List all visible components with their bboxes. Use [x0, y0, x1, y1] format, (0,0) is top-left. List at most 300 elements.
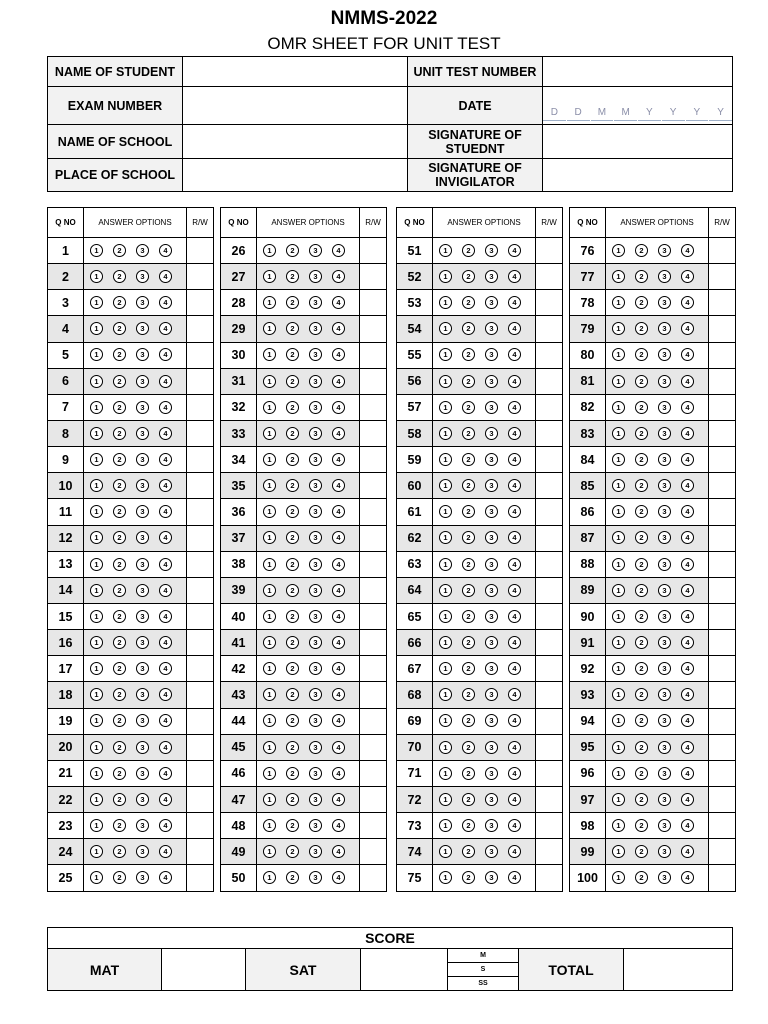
- option-bubble[interactable]: 2: [113, 531, 126, 544]
- option-bubble[interactable]: 2: [635, 531, 648, 544]
- option-bubble[interactable]: 1: [612, 636, 625, 649]
- option-bubble[interactable]: 3: [658, 244, 671, 257]
- option-bubble[interactable]: 3: [485, 401, 498, 414]
- option-bubble[interactable]: 2: [635, 636, 648, 649]
- option-bubble[interactable]: 3: [309, 662, 322, 675]
- signature-of-invigilator-field[interactable]: [543, 159, 733, 192]
- option-bubble[interactable]: 3: [485, 244, 498, 257]
- option-bubble[interactable]: 1: [612, 244, 625, 257]
- rw-field[interactable]: [709, 394, 736, 420]
- option-bubble[interactable]: 1: [612, 767, 625, 780]
- option-bubble[interactable]: 1: [439, 375, 452, 388]
- option-bubble[interactable]: 2: [286, 741, 299, 754]
- option-bubble[interactable]: 1: [612, 584, 625, 597]
- rw-field[interactable]: [187, 760, 214, 786]
- option-bubble[interactable]: 3: [136, 401, 149, 414]
- option-bubble[interactable]: 2: [462, 741, 475, 754]
- option-bubble[interactable]: 4: [159, 767, 172, 780]
- option-bubble[interactable]: 1: [439, 741, 452, 754]
- option-bubble[interactable]: 3: [309, 845, 322, 858]
- option-bubble[interactable]: 1: [612, 558, 625, 571]
- option-bubble[interactable]: 1: [439, 322, 452, 335]
- option-bubble[interactable]: 4: [681, 296, 694, 309]
- option-bubble[interactable]: 4: [332, 558, 345, 571]
- total-score-field[interactable]: [624, 949, 733, 991]
- option-bubble[interactable]: 4: [332, 479, 345, 492]
- option-bubble[interactable]: 1: [90, 793, 103, 806]
- rw-field[interactable]: [187, 682, 214, 708]
- option-bubble[interactable]: 2: [635, 375, 648, 388]
- option-bubble[interactable]: 3: [136, 531, 149, 544]
- rw-field[interactable]: [536, 473, 563, 499]
- option-bubble[interactable]: 4: [159, 270, 172, 283]
- option-bubble[interactable]: 2: [286, 558, 299, 571]
- option-bubble[interactable]: 1: [90, 767, 103, 780]
- option-bubble[interactable]: 4: [508, 401, 521, 414]
- option-bubble[interactable]: 3: [136, 793, 149, 806]
- option-bubble[interactable]: 1: [439, 714, 452, 727]
- option-bubble[interactable]: 3: [485, 714, 498, 727]
- rw-field[interactable]: [709, 316, 736, 342]
- place-of-school-field[interactable]: [183, 159, 408, 192]
- rw-field[interactable]: [360, 342, 387, 368]
- option-bubble[interactable]: 4: [332, 610, 345, 623]
- option-bubble[interactable]: 2: [635, 505, 648, 518]
- option-bubble[interactable]: 1: [612, 688, 625, 701]
- option-bubble[interactable]: 3: [485, 427, 498, 440]
- option-bubble[interactable]: 2: [635, 427, 648, 440]
- rw-field[interactable]: [709, 656, 736, 682]
- rw-field[interactable]: [360, 499, 387, 525]
- option-bubble[interactable]: 3: [309, 375, 322, 388]
- rw-field[interactable]: [360, 368, 387, 394]
- option-bubble[interactable]: 3: [658, 401, 671, 414]
- option-bubble[interactable]: 4: [159, 714, 172, 727]
- option-bubble[interactable]: 3: [485, 636, 498, 649]
- rw-field[interactable]: [187, 316, 214, 342]
- rw-field[interactable]: [187, 603, 214, 629]
- option-bubble[interactable]: 4: [332, 427, 345, 440]
- option-bubble[interactable]: 4: [508, 453, 521, 466]
- option-bubble[interactable]: 1: [90, 610, 103, 623]
- option-bubble[interactable]: 1: [90, 584, 103, 597]
- option-bubble[interactable]: 3: [485, 270, 498, 283]
- rw-field[interactable]: [187, 708, 214, 734]
- option-bubble[interactable]: 2: [286, 322, 299, 335]
- option-bubble[interactable]: 2: [286, 531, 299, 544]
- option-bubble[interactable]: 1: [439, 558, 452, 571]
- option-bubble[interactable]: 2: [462, 584, 475, 597]
- option-bubble[interactable]: 2: [462, 819, 475, 832]
- option-bubble[interactable]: 1: [90, 819, 103, 832]
- option-bubble[interactable]: 4: [332, 322, 345, 335]
- option-bubble[interactable]: 2: [462, 401, 475, 414]
- option-bubble[interactable]: 3: [136, 348, 149, 361]
- option-bubble[interactable]: 2: [462, 714, 475, 727]
- option-bubble[interactable]: 3: [485, 479, 498, 492]
- option-bubble[interactable]: 3: [309, 296, 322, 309]
- option-bubble[interactable]: 3: [658, 375, 671, 388]
- option-bubble[interactable]: 1: [439, 296, 452, 309]
- option-bubble[interactable]: 4: [508, 348, 521, 361]
- rw-field[interactable]: [709, 525, 736, 551]
- rw-field[interactable]: [360, 551, 387, 577]
- option-bubble[interactable]: 2: [462, 531, 475, 544]
- option-bubble[interactable]: 3: [658, 714, 671, 727]
- option-bubble[interactable]: 4: [681, 427, 694, 440]
- option-bubble[interactable]: 1: [612, 819, 625, 832]
- option-bubble[interactable]: 2: [286, 871, 299, 884]
- option-bubble[interactable]: 3: [309, 793, 322, 806]
- rw-field[interactable]: [536, 499, 563, 525]
- option-bubble[interactable]: 4: [508, 531, 521, 544]
- option-bubble[interactable]: 1: [90, 375, 103, 388]
- option-bubble[interactable]: 4: [681, 505, 694, 518]
- option-bubble[interactable]: 2: [113, 244, 126, 257]
- rw-field[interactable]: [360, 420, 387, 446]
- option-bubble[interactable]: 1: [439, 244, 452, 257]
- option-bubble[interactable]: 3: [485, 322, 498, 335]
- option-bubble[interactable]: 2: [113, 296, 126, 309]
- rw-field[interactable]: [187, 499, 214, 525]
- option-bubble[interactable]: 3: [136, 871, 149, 884]
- option-bubble[interactable]: 4: [508, 793, 521, 806]
- rw-field[interactable]: [187, 865, 214, 891]
- option-bubble[interactable]: 3: [658, 636, 671, 649]
- rw-field[interactable]: [536, 708, 563, 734]
- option-bubble[interactable]: 2: [113, 322, 126, 335]
- option-bubble[interactable]: 4: [332, 636, 345, 649]
- option-bubble[interactable]: 1: [439, 270, 452, 283]
- option-bubble[interactable]: 3: [658, 741, 671, 754]
- option-bubble[interactable]: 1: [90, 296, 103, 309]
- option-bubble[interactable]: 1: [439, 688, 452, 701]
- option-bubble[interactable]: 4: [508, 558, 521, 571]
- option-bubble[interactable]: 4: [508, 427, 521, 440]
- option-bubble[interactable]: 1: [439, 479, 452, 492]
- option-bubble[interactable]: 3: [136, 505, 149, 518]
- option-bubble[interactable]: 2: [635, 244, 648, 257]
- option-bubble[interactable]: 3: [658, 688, 671, 701]
- option-bubble[interactable]: 1: [439, 401, 452, 414]
- rw-field[interactable]: [187, 630, 214, 656]
- option-bubble[interactable]: 4: [681, 479, 694, 492]
- rw-field[interactable]: [536, 264, 563, 290]
- option-bubble[interactable]: 3: [485, 688, 498, 701]
- option-bubble[interactable]: 1: [263, 610, 276, 623]
- rw-field[interactable]: [536, 786, 563, 812]
- rw-field[interactable]: [187, 290, 214, 316]
- option-bubble[interactable]: 1: [439, 348, 452, 361]
- option-bubble[interactable]: 2: [462, 270, 475, 283]
- option-bubble[interactable]: 4: [681, 558, 694, 571]
- option-bubble[interactable]: 3: [658, 427, 671, 440]
- option-bubble[interactable]: 1: [612, 793, 625, 806]
- option-bubble[interactable]: 4: [332, 793, 345, 806]
- option-bubble[interactable]: 2: [286, 270, 299, 283]
- option-bubble[interactable]: 3: [485, 558, 498, 571]
- rw-field[interactable]: [360, 630, 387, 656]
- option-bubble[interactable]: 3: [658, 662, 671, 675]
- option-bubble[interactable]: 4: [159, 819, 172, 832]
- option-bubble[interactable]: 3: [309, 558, 322, 571]
- option-bubble[interactable]: 3: [309, 767, 322, 780]
- rw-field[interactable]: [187, 342, 214, 368]
- option-bubble[interactable]: 4: [159, 871, 172, 884]
- rw-field[interactable]: [360, 656, 387, 682]
- rw-field[interactable]: [709, 813, 736, 839]
- option-bubble[interactable]: 2: [462, 322, 475, 335]
- option-bubble[interactable]: 4: [681, 636, 694, 649]
- option-bubble[interactable]: 4: [159, 584, 172, 597]
- rw-field[interactable]: [360, 708, 387, 734]
- option-bubble[interactable]: 1: [90, 636, 103, 649]
- option-bubble[interactable]: 2: [113, 636, 126, 649]
- option-bubble[interactable]: 2: [635, 871, 648, 884]
- option-bubble[interactable]: 1: [263, 375, 276, 388]
- option-bubble[interactable]: 1: [439, 427, 452, 440]
- option-bubble[interactable]: 2: [462, 636, 475, 649]
- option-bubble[interactable]: 3: [136, 845, 149, 858]
- rw-field[interactable]: [536, 682, 563, 708]
- option-bubble[interactable]: 2: [286, 348, 299, 361]
- option-bubble[interactable]: 3: [658, 871, 671, 884]
- option-bubble[interactable]: 1: [263, 584, 276, 597]
- option-bubble[interactable]: 3: [309, 453, 322, 466]
- option-bubble[interactable]: 3: [309, 270, 322, 283]
- option-bubble[interactable]: 2: [286, 662, 299, 675]
- option-bubble[interactable]: 1: [439, 845, 452, 858]
- unit-test-number-field[interactable]: [543, 57, 733, 87]
- option-bubble[interactable]: 1: [612, 348, 625, 361]
- option-bubble[interactable]: 4: [159, 348, 172, 361]
- rw-field[interactable]: [187, 839, 214, 865]
- rw-field[interactable]: [187, 447, 214, 473]
- rw-field[interactable]: [360, 473, 387, 499]
- option-bubble[interactable]: 2: [286, 244, 299, 257]
- rw-field[interactable]: [709, 734, 736, 760]
- option-bubble[interactable]: 4: [508, 819, 521, 832]
- option-bubble[interactable]: 1: [263, 558, 276, 571]
- option-bubble[interactable]: 3: [309, 505, 322, 518]
- option-bubble[interactable]: 1: [263, 767, 276, 780]
- option-bubble[interactable]: 1: [90, 401, 103, 414]
- rw-field[interactable]: [709, 603, 736, 629]
- option-bubble[interactable]: 3: [136, 558, 149, 571]
- option-bubble[interactable]: 3: [658, 453, 671, 466]
- option-bubble[interactable]: 4: [681, 531, 694, 544]
- option-bubble[interactable]: 1: [439, 793, 452, 806]
- option-bubble[interactable]: 2: [286, 714, 299, 727]
- option-bubble[interactable]: 4: [159, 531, 172, 544]
- option-bubble[interactable]: 2: [635, 479, 648, 492]
- option-bubble[interactable]: 2: [635, 819, 648, 832]
- option-bubble[interactable]: 2: [113, 558, 126, 571]
- rw-field[interactable]: [536, 316, 563, 342]
- option-bubble[interactable]: 4: [159, 636, 172, 649]
- option-bubble[interactable]: 3: [136, 322, 149, 335]
- option-bubble[interactable]: 1: [90, 348, 103, 361]
- option-bubble[interactable]: 3: [136, 714, 149, 727]
- option-bubble[interactable]: 4: [332, 531, 345, 544]
- option-bubble[interactable]: 3: [658, 558, 671, 571]
- option-bubble[interactable]: 2: [286, 453, 299, 466]
- option-bubble[interactable]: 2: [113, 505, 126, 518]
- option-bubble[interactable]: 4: [681, 322, 694, 335]
- option-bubble[interactable]: 3: [309, 688, 322, 701]
- option-bubble[interactable]: 2: [286, 819, 299, 832]
- option-bubble[interactable]: 4: [332, 871, 345, 884]
- option-bubble[interactable]: 4: [508, 871, 521, 884]
- option-bubble[interactable]: 3: [485, 453, 498, 466]
- option-bubble[interactable]: 1: [612, 401, 625, 414]
- option-bubble[interactable]: 2: [462, 453, 475, 466]
- option-bubble[interactable]: 3: [136, 819, 149, 832]
- option-bubble[interactable]: 1: [90, 714, 103, 727]
- option-bubble[interactable]: 4: [332, 767, 345, 780]
- rw-field[interactable]: [360, 603, 387, 629]
- option-bubble[interactable]: 2: [462, 558, 475, 571]
- option-bubble[interactable]: 1: [90, 453, 103, 466]
- option-bubble[interactable]: 3: [136, 662, 149, 675]
- option-bubble[interactable]: 1: [263, 688, 276, 701]
- option-bubble[interactable]: 3: [136, 427, 149, 440]
- rw-field[interactable]: [360, 447, 387, 473]
- option-bubble[interactable]: 2: [286, 401, 299, 414]
- option-bubble[interactable]: 3: [309, 819, 322, 832]
- option-bubble[interactable]: 2: [286, 688, 299, 701]
- rw-field[interactable]: [709, 760, 736, 786]
- option-bubble[interactable]: 2: [462, 348, 475, 361]
- option-bubble[interactable]: 1: [263, 845, 276, 858]
- option-bubble[interactable]: 4: [159, 322, 172, 335]
- option-bubble[interactable]: 4: [508, 662, 521, 675]
- rw-field[interactable]: [709, 447, 736, 473]
- option-bubble[interactable]: 4: [508, 479, 521, 492]
- option-bubble[interactable]: 4: [159, 401, 172, 414]
- option-bubble[interactable]: 3: [309, 348, 322, 361]
- option-bubble[interactable]: 2: [113, 767, 126, 780]
- option-bubble[interactable]: 2: [113, 662, 126, 675]
- option-bubble[interactable]: 2: [462, 767, 475, 780]
- option-bubble[interactable]: 2: [635, 558, 648, 571]
- rw-field[interactable]: [187, 368, 214, 394]
- option-bubble[interactable]: 4: [508, 741, 521, 754]
- rw-field[interactable]: [709, 708, 736, 734]
- option-bubble[interactable]: 4: [332, 845, 345, 858]
- option-bubble[interactable]: 4: [332, 505, 345, 518]
- option-bubble[interactable]: 1: [612, 453, 625, 466]
- option-bubble[interactable]: 4: [332, 348, 345, 361]
- option-bubble[interactable]: 3: [309, 636, 322, 649]
- option-bubble[interactable]: 3: [136, 244, 149, 257]
- rw-field[interactable]: [187, 394, 214, 420]
- rw-field[interactable]: [360, 865, 387, 891]
- option-bubble[interactable]: 3: [485, 610, 498, 623]
- option-bubble[interactable]: 3: [658, 348, 671, 361]
- option-bubble[interactable]: 1: [612, 871, 625, 884]
- option-bubble[interactable]: 4: [681, 662, 694, 675]
- rw-field[interactable]: [709, 499, 736, 525]
- option-bubble[interactable]: 4: [159, 610, 172, 623]
- option-bubble[interactable]: 4: [508, 584, 521, 597]
- option-bubble[interactable]: 2: [113, 270, 126, 283]
- rw-field[interactable]: [709, 682, 736, 708]
- option-bubble[interactable]: 2: [462, 871, 475, 884]
- option-bubble[interactable]: 3: [485, 348, 498, 361]
- option-bubble[interactable]: 3: [309, 322, 322, 335]
- rw-field[interactable]: [709, 839, 736, 865]
- mat-score-field[interactable]: [162, 949, 246, 991]
- option-bubble[interactable]: 3: [309, 479, 322, 492]
- rw-field[interactable]: [536, 394, 563, 420]
- option-bubble[interactable]: 1: [439, 505, 452, 518]
- option-bubble[interactable]: 2: [462, 427, 475, 440]
- rw-field[interactable]: [187, 656, 214, 682]
- option-bubble[interactable]: 1: [263, 741, 276, 754]
- option-bubble[interactable]: 2: [286, 427, 299, 440]
- option-bubble[interactable]: 2: [462, 296, 475, 309]
- option-bubble[interactable]: 1: [263, 819, 276, 832]
- option-bubble[interactable]: 3: [136, 479, 149, 492]
- option-bubble[interactable]: 4: [681, 610, 694, 623]
- option-bubble[interactable]: 4: [159, 427, 172, 440]
- option-bubble[interactable]: 1: [90, 505, 103, 518]
- rw-field[interactable]: [360, 316, 387, 342]
- option-bubble[interactable]: 3: [136, 296, 149, 309]
- option-bubble[interactable]: 2: [462, 793, 475, 806]
- option-bubble[interactable]: 3: [309, 741, 322, 754]
- option-bubble[interactable]: 2: [635, 296, 648, 309]
- option-bubble[interactable]: 1: [263, 505, 276, 518]
- signature-of-student-field[interactable]: [543, 125, 733, 159]
- option-bubble[interactable]: 1: [90, 558, 103, 571]
- option-bubble[interactable]: 1: [263, 244, 276, 257]
- option-bubble[interactable]: 4: [508, 767, 521, 780]
- option-bubble[interactable]: 2: [113, 401, 126, 414]
- rw-field[interactable]: [187, 551, 214, 577]
- option-bubble[interactable]: 1: [612, 610, 625, 623]
- option-bubble[interactable]: 2: [113, 845, 126, 858]
- option-bubble[interactable]: 1: [263, 270, 276, 283]
- option-bubble[interactable]: 3: [485, 662, 498, 675]
- option-bubble[interactable]: 4: [332, 270, 345, 283]
- option-bubble[interactable]: 3: [136, 636, 149, 649]
- option-bubble[interactable]: 2: [113, 793, 126, 806]
- option-bubble[interactable]: 4: [681, 401, 694, 414]
- option-bubble[interactable]: 1: [439, 819, 452, 832]
- option-bubble[interactable]: 1: [263, 871, 276, 884]
- option-bubble[interactable]: 4: [159, 845, 172, 858]
- option-bubble[interactable]: 2: [635, 845, 648, 858]
- option-bubble[interactable]: 4: [332, 401, 345, 414]
- rw-field[interactable]: [187, 525, 214, 551]
- option-bubble[interactable]: 4: [159, 453, 172, 466]
- option-bubble[interactable]: 4: [159, 793, 172, 806]
- option-bubble[interactable]: 4: [159, 244, 172, 257]
- option-bubble[interactable]: 2: [635, 270, 648, 283]
- option-bubble[interactable]: 3: [309, 427, 322, 440]
- option-bubble[interactable]: 2: [635, 741, 648, 754]
- rw-field[interactable]: [360, 577, 387, 603]
- rw-field[interactable]: [709, 342, 736, 368]
- option-bubble[interactable]: 1: [90, 741, 103, 754]
- option-bubble[interactable]: 3: [485, 505, 498, 518]
- option-bubble[interactable]: 4: [332, 375, 345, 388]
- option-bubble[interactable]: 1: [90, 688, 103, 701]
- option-bubble[interactable]: 2: [113, 871, 126, 884]
- option-bubble[interactable]: 1: [90, 531, 103, 544]
